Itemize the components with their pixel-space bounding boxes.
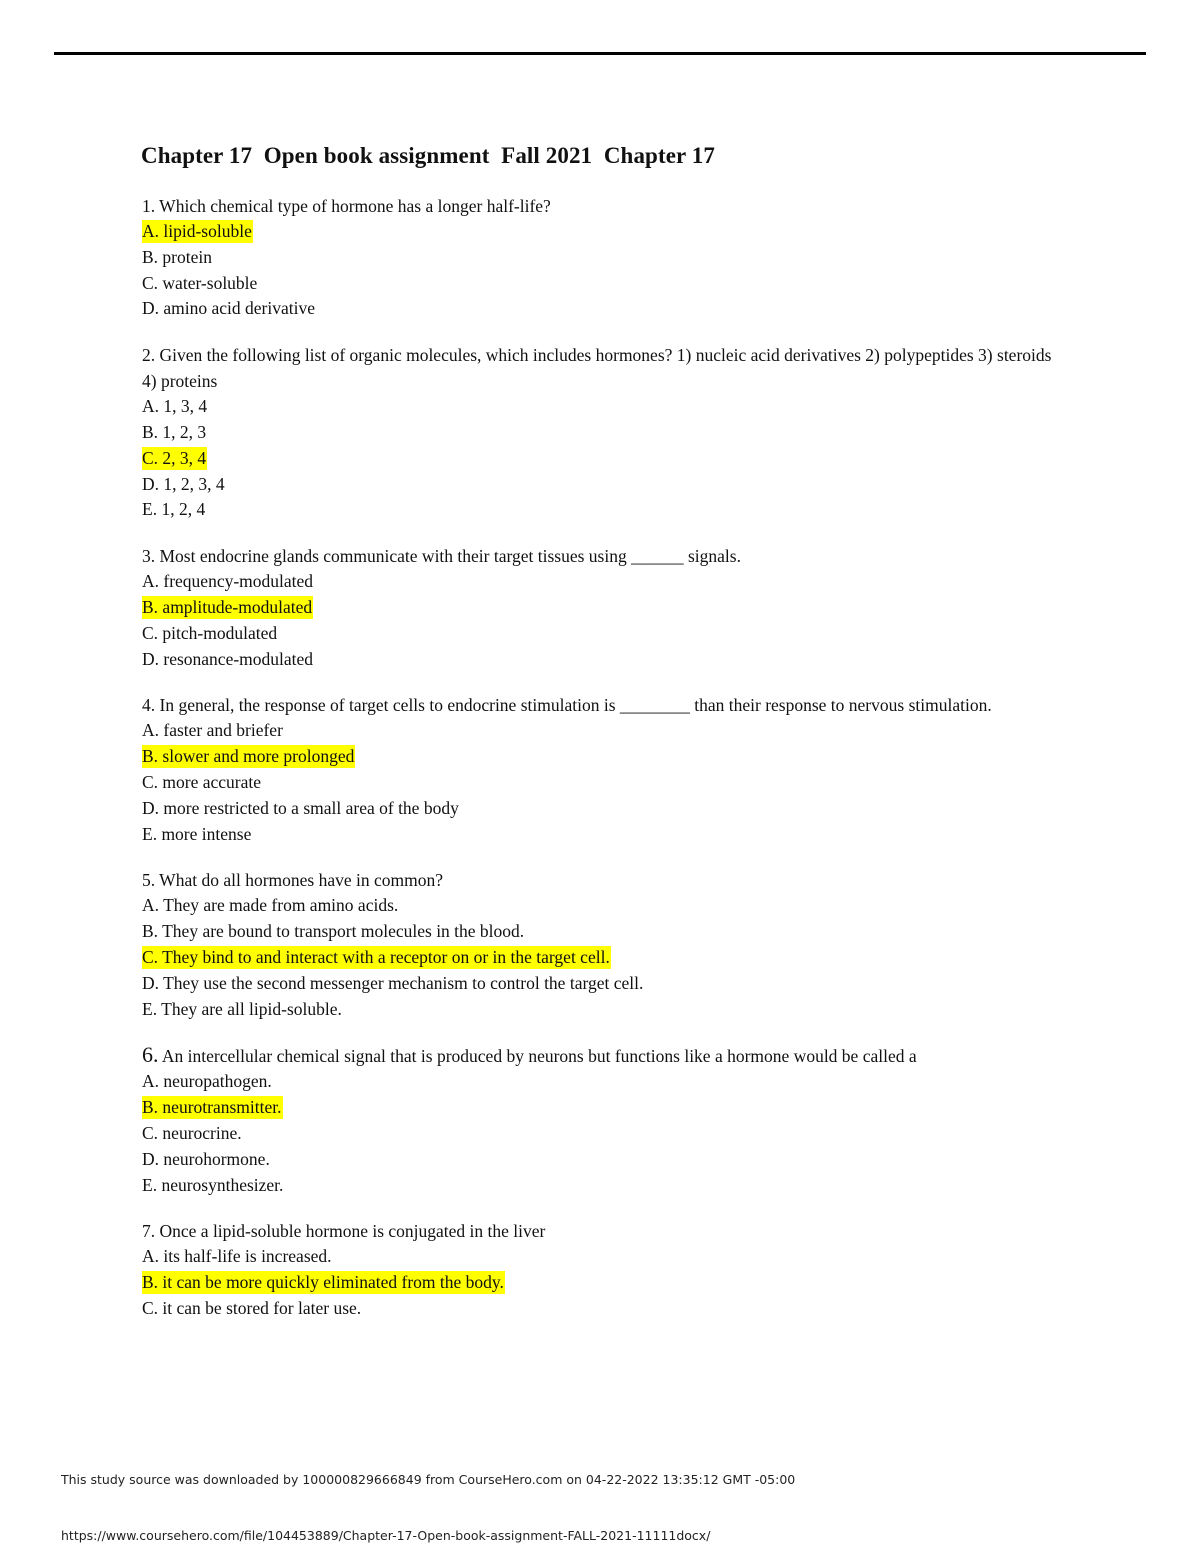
answer-option: [142, 1244, 1062, 1270]
question-block: [142, 867, 1062, 1022]
answer-option: [142, 919, 1062, 945]
question-text: 7. Once a lipid-soluble hormone is conjugated in the liver: [142, 1221, 546, 1242]
question-block: [142, 543, 1062, 672]
answer-text: E. They are all lipid-soluble.: [142, 998, 342, 1019]
answer-option: [142, 647, 1062, 673]
highlighted-answer-text: C. They bind to and interact with a receptor on or in the target cell.: [142, 946, 610, 967]
answer-text: C. neurocrine.: [142, 1122, 242, 1143]
answer-option: [142, 446, 1062, 472]
answer-option: [142, 822, 1062, 848]
answer-text: A. faster and briefer: [142, 720, 283, 741]
answer-text: D. more restricted to a small area of the body: [142, 797, 459, 818]
answer-option: [142, 945, 1062, 971]
answer-text: A. neuropathogen.: [142, 1071, 272, 1092]
answer-text: A. They are made from amino acids.: [142, 895, 399, 916]
answer-option: [142, 271, 1062, 297]
answer-option: [142, 1173, 1062, 1199]
answer-option: [142, 1095, 1062, 1121]
question-body: An intercellular chemical signal that is produced by neurons but functions like a hormone would be called a: [158, 1046, 917, 1067]
question-text: 2. Given the following list of organic molecules, which includes hormones? 1) nucleic acid derivatives 2) polypeptides 3) steroids 4) proteins: [142, 345, 1052, 392]
answer-text: D. 1, 2, 3, 4: [142, 473, 225, 494]
answer-option: [142, 245, 1062, 271]
answer-text: D. amino acid derivative: [142, 298, 315, 319]
answer-text: C. it can be stored for later use.: [142, 1297, 362, 1318]
question-block: [142, 193, 1062, 322]
question-block: [142, 342, 1062, 523]
answer-text: C. pitch-modulated: [142, 622, 278, 643]
answer-text: A. its half-life is increased.: [142, 1246, 332, 1267]
highlighted-answer-text: B. it can be more quickly eliminated from the body.: [142, 1272, 504, 1293]
answer-text: B. protein: [142, 246, 212, 267]
answer-text: D. neurohormone.: [142, 1148, 270, 1169]
answer-text: D. resonance-modulated: [142, 648, 314, 669]
question-text: [142, 1042, 1062, 1069]
answer-text: A. 1, 3, 4: [142, 396, 208, 417]
answer-option: [142, 621, 1062, 647]
answer-option: [142, 219, 1062, 245]
answer-text: A. frequency-modulated: [142, 571, 314, 592]
answer-option: [142, 420, 1062, 446]
question-list: [142, 193, 1062, 1342]
highlighted-answer-text: B. slower and more prolonged: [142, 746, 355, 767]
highlighted-answer-text: B. neurotransmitter.: [142, 1097, 282, 1118]
answer-option: [142, 1147, 1062, 1173]
question-text: 1. Which chemical type of hormone has a longer half-life?: [142, 196, 551, 216]
answer-option: [142, 296, 1062, 322]
answer-option: [142, 744, 1062, 770]
answer-option: [142, 595, 1062, 621]
footer-url: https://www.coursehero.com/file/104453889/Chapter-17-Open-book-assignment-FALL-2021-11111docx/: [61, 1528, 711, 1543]
answer-text: C. more accurate: [142, 771, 262, 792]
question-number: 6.: [142, 1042, 159, 1068]
question-block: [142, 1042, 1062, 1198]
question-text: 5. What do all hormones have in common?: [142, 870, 443, 891]
answer-text: E. neurosynthesizer.: [142, 1174, 284, 1195]
answer-text: B. 1, 2, 3: [142, 421, 207, 442]
question-block: [142, 1218, 1062, 1321]
highlighted-answer-text: B. amplitude-modulated: [142, 596, 313, 617]
footer-source-line: This study source was downloaded by 100000829666849 from CourseHero.com on 04-22-2022 13:35:12 GMT -05:00: [61, 1472, 796, 1487]
answer-option: [142, 569, 1062, 595]
answer-option: [142, 497, 1062, 523]
question-text: 4. In general, the response of target cells to endocrine stimulation is ________ than their response to nervous stimulation.: [142, 695, 992, 716]
answer-option: [142, 796, 1062, 822]
answer-text: B. They are bound to transport molecules in the blood.: [142, 921, 525, 942]
answer-option: [142, 893, 1062, 919]
question-text: 3. Most endocrine glands communicate with their target tissues using ______ signals.: [142, 546, 741, 567]
answer-text: C. water-soluble: [142, 272, 258, 293]
answer-option: [142, 1121, 1062, 1147]
top-rule: [54, 52, 1146, 55]
document-title: Chapter 17 Open book assignment Fall 2021 Chapter 17: [141, 143, 715, 168]
answer-option: [142, 394, 1062, 420]
answer-option: [142, 770, 1062, 796]
answer-text: D. They use the second messenger mechanism to control the target cell.: [142, 972, 644, 993]
answer-option: [142, 472, 1062, 498]
answer-option: [142, 997, 1062, 1023]
answer-option: [142, 1270, 1062, 1296]
answer-option: [142, 718, 1062, 744]
answer-text: E. more intense: [142, 823, 252, 844]
answer-option: [142, 1296, 1062, 1322]
answer-option: [142, 971, 1062, 997]
highlighted-answer-text: A. lipid-soluble: [142, 221, 252, 241]
highlighted-answer-text: C. 2, 3, 4: [142, 447, 207, 468]
question-block: [142, 692, 1062, 847]
answer-option: [142, 1069, 1062, 1095]
answer-text: E. 1, 2, 4: [142, 499, 206, 520]
